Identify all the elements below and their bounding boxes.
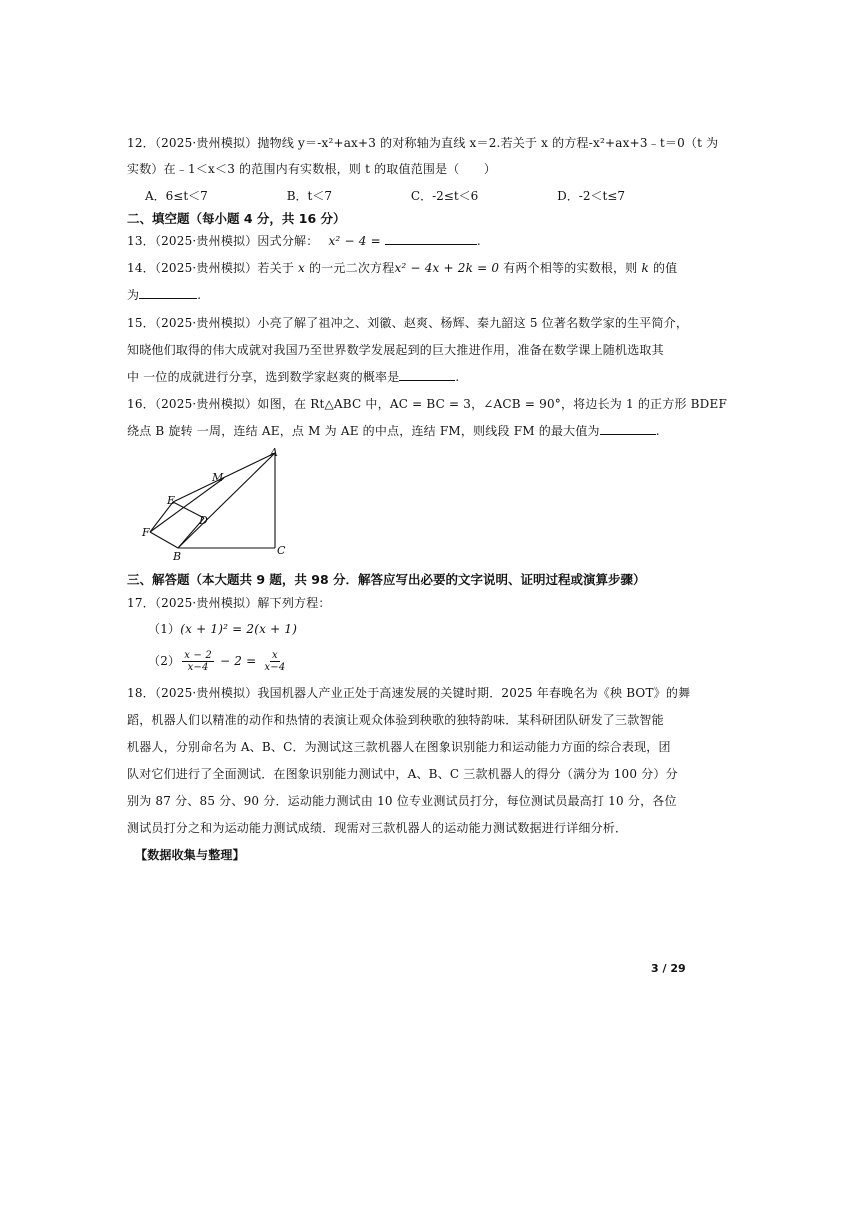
question-15-line-3 — [127, 368, 459, 386]
question-18-line-1: 18．（2025·贵州模拟）我国机器人产业正处于高速发展的关键时期．2025 年春晚名为《秧 BOT》的舞 — [127, 686, 691, 700]
answer-blank — [600, 422, 656, 435]
question-17-part-2 — [148, 650, 289, 673]
question-12-line-1: 12．（2025·贵州模拟）抛物线 y＝-x²+ax+3 的对称轴为直线 x＝2.若关于 x 的方程-x²+ax+3﹣t＝0（t 为 — [127, 136, 719, 150]
label-f: F — [142, 526, 150, 539]
question-18-line-4: 队对它们进行了全面测试．在图象识别能力测试中，A、B、C 三款机器人的得分（满分为 100 分）分 — [127, 767, 678, 781]
question-13 — [127, 232, 481, 250]
question-15-line-3-text: 中 一位的成就进行分享，选到数学家赵爽的概率是 — [127, 370, 400, 384]
question-13-expression: x² − 4 = — [328, 234, 381, 248]
option-b: B．t＜7 — [286, 189, 332, 203]
option-d: D．-2＜t≤7 — [557, 189, 625, 203]
option-a: A．6≤t＜7 — [145, 189, 208, 203]
section-2-heading: 二、填空题（每小题 4 分，共 16 分） — [127, 211, 346, 226]
part-2-middle: − 2 = — [216, 654, 261, 668]
label-a: A — [270, 448, 278, 459]
data-collection-heading: 【数据收集与整理】 — [135, 848, 245, 862]
fraction-1-numerator: x − 2 — [184, 650, 212, 661]
label-m: M — [212, 471, 224, 484]
question-14-prefix: 14．（2025·贵州模拟）若关于 — [127, 261, 299, 275]
question-14-end: 的值 — [648, 261, 678, 275]
label-c: C — [277, 544, 286, 557]
fraction-2 — [262, 650, 287, 673]
part-1-equation: (x + 1)² = 2(x + 1) — [180, 622, 298, 636]
question-16-line-2 — [127, 422, 660, 440]
answer-blank — [139, 286, 197, 299]
question-18-line-6: 测试员打分之和为运动能力测试成绩．现需对三款机器人的运动能力测试数据进行详细分析． — [127, 821, 628, 835]
answer-blank — [399, 368, 455, 381]
question-12-line-2: 实数）在﹣1＜x＜3 的范围内有实数根，则 t 的取值范围是（ ） — [127, 162, 497, 176]
question-14-line-2-text: 为 — [127, 288, 140, 302]
question-12-options — [145, 187, 625, 205]
option-c: C．-2≤t＜6 — [410, 189, 479, 203]
question-16-line-2-end: . — [655, 424, 660, 438]
part-2-label: （2） — [148, 654, 181, 668]
answer-blank — [385, 232, 477, 245]
question-14-tail: 有两个相等的实数根，则 — [499, 261, 642, 275]
label-b: B — [173, 550, 182, 563]
geometry-figure — [138, 448, 298, 563]
question-18-line-2: 蹈，机器人们以精准的动作和热情的表演让观众体验到秧歌的独特韵味．某科研团队研发了三款智能 — [127, 713, 664, 727]
question-14-equation: x² − 4x + 2k = 0 — [394, 261, 500, 275]
fraction-2-numerator: x — [271, 650, 278, 661]
question-14-var-x: x — [298, 261, 306, 275]
page-number: 3 / 29 — [651, 962, 686, 975]
question-13-prefix: 13．（2025·贵州模拟）因式分解： — [127, 234, 319, 248]
question-14-line-2 — [127, 286, 201, 304]
label-e: E — [167, 494, 176, 507]
question-17-part-1 — [148, 620, 297, 638]
question-16-line-2-text: 绕点 B 旋转 一周，连结 AE，点 M 为 AE 的中点，连结 FM，则线段 FM 的最大值为 — [127, 424, 600, 438]
question-15-line-3-end: . — [455, 370, 460, 384]
question-14-line-2-end: . — [197, 288, 202, 302]
fraction-1 — [182, 650, 214, 673]
question-17-line-1: 17．（2025·贵州模拟）解下列方程： — [127, 596, 331, 610]
part-1-label: （1） — [148, 622, 181, 636]
question-18-line-3: 机器人，分别命名为 A、B、C．为测试这三款机器人在图象识别能力和运动能力方面的综合表现，团 — [127, 740, 671, 754]
question-14-var-k: k — [641, 261, 649, 275]
question-15-line-1: 15．（2025·贵州模拟）小亮了解了祖冲之、刘徽、赵爽、杨辉、秦九韶这 5 位著名数学家的生平简介， — [127, 316, 689, 330]
question-13-suffix: . — [476, 234, 481, 248]
question-14-line-1 — [127, 259, 677, 277]
question-18-line-5: 别为 87 分、85 分、90 分．运动能力测试由 10 位专业测试员打分，每位测试员最高打 10 分，各位 — [127, 794, 677, 808]
fraction-1-denominator: x−4 — [187, 662, 209, 673]
fraction-2-denominator: x−4 — [264, 662, 286, 673]
question-16-line-1: 16．（2025·贵州模拟）如图，在 Rt△ABC 中，AC = BC = 3，∠ACB = 90°，将边长为 1 的正方形 BDEF — [127, 397, 727, 411]
section-3-heading: 三、解答题（本大题共 9 题，共 98 分．解答应写出必要的文字说明、证明过程或演算步骤） — [127, 572, 646, 587]
question-15-line-2: 知晓他们取得的伟大成就对我国乃至世界数学发展起到的巨大推进作用，准备在数学课上随机选取其 — [127, 343, 664, 357]
label-d: D — [199, 514, 208, 527]
question-14-middle: 的一元二次方程 — [305, 261, 395, 275]
